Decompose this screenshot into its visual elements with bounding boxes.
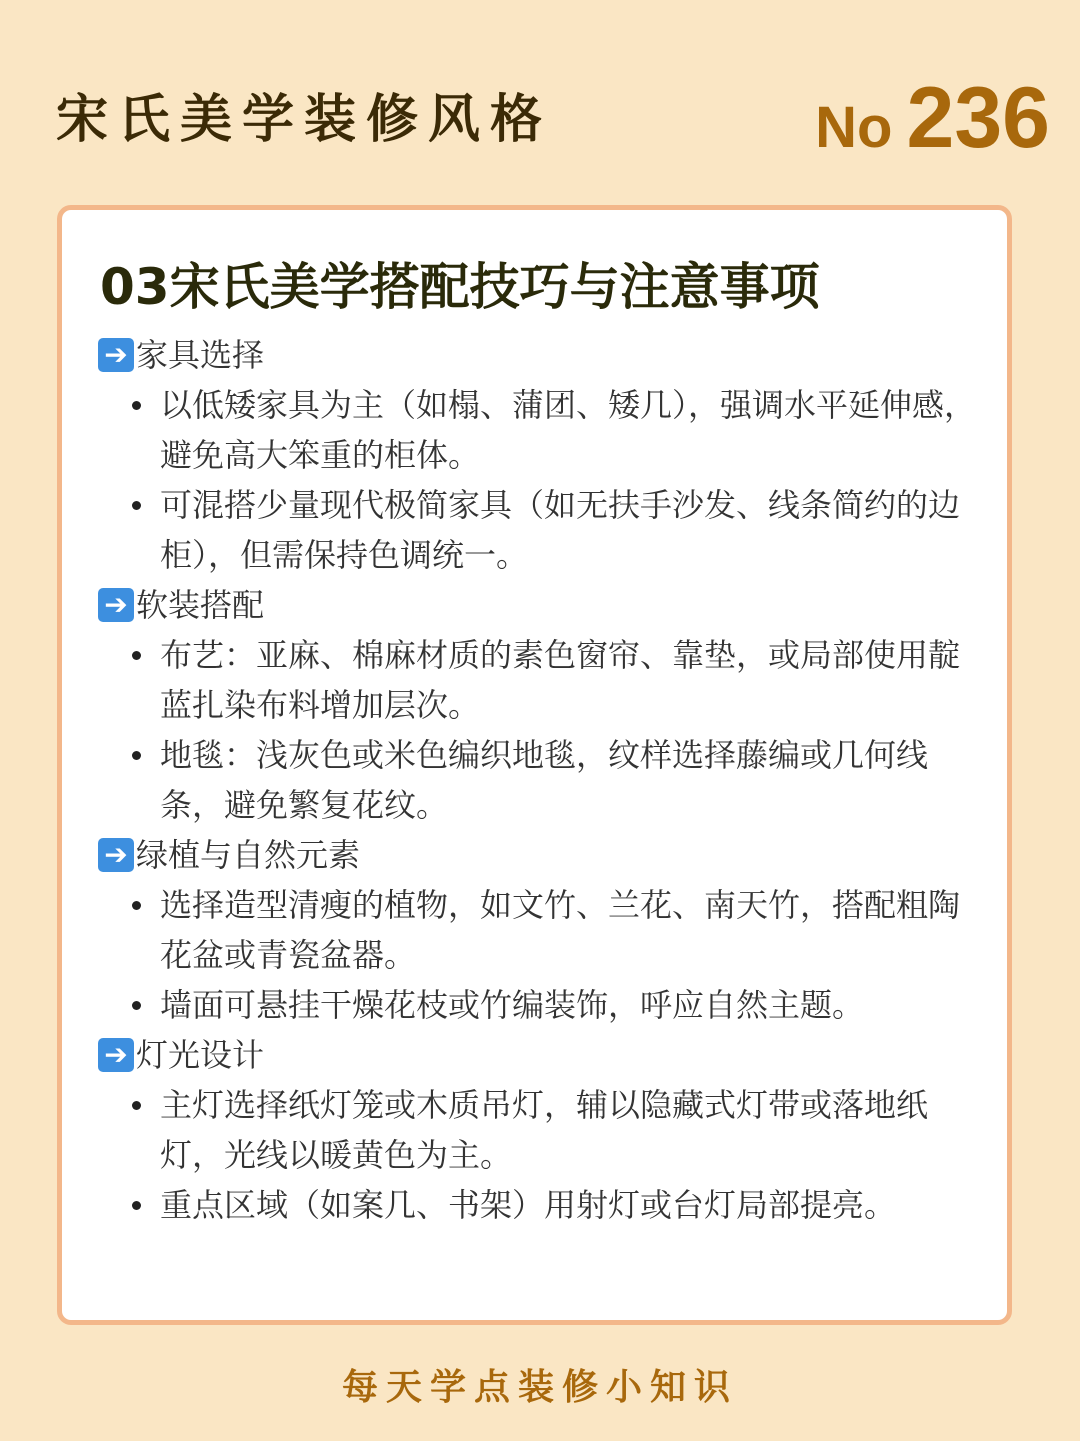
list-item: 地毯：浅灰色或米色编织地毯，纹样选择藤编或几何线条，避免繁复花纹。 [98, 730, 988, 830]
issue-value: 236 [906, 70, 1050, 166]
issue-number [815, 72, 1050, 189]
section-heading-label: 灯光设计 [136, 1036, 265, 1074]
footer-tagline: 每天学点装修小知识 [341, 1367, 738, 1408]
bullet-list [98, 630, 988, 830]
list-item: 可混搭少量现代极简家具（如无扶手沙发、线条简约的边柜），但需保持色调统一。 [98, 480, 988, 580]
right-arrow-icon: ➔ [98, 338, 134, 372]
section-heading-label: 软装搭配 [136, 586, 265, 624]
section-furniture [98, 330, 988, 580]
section-soft-furnishing [98, 580, 988, 830]
header [0, 0, 1080, 200]
issue-prefix: No [815, 95, 893, 160]
right-arrow-icon: ➔ [98, 588, 134, 622]
section-plants [98, 830, 988, 1030]
list-item: 选择造型清瘦的植物，如文竹、兰花、南天竹，搭配粗陶花盆或青瓷盆器。 [98, 880, 988, 980]
section-lighting [98, 1030, 988, 1230]
section-heading-label: 绿植与自然元素 [136, 836, 361, 874]
section-heading [98, 580, 988, 630]
card-content [98, 330, 988, 1230]
list-item: 以低矮家具为主（如榻、蒲团、矮几），强调水平延伸感，避免高大笨重的柜体。 [98, 380, 988, 480]
card-title: 03宋氏美学搭配技巧与注意事项 [100, 258, 820, 316]
list-item: 主灯选择纸灯笼或木质吊灯，辅以隐藏式灯带或落地纸灯，光线以暖黄色为主。 [98, 1080, 988, 1180]
section-heading [98, 830, 988, 880]
bullet-list [98, 380, 988, 580]
list-item: 布艺：亚麻、棉麻材质的素色窗帘、靠垫，或局部使用靛蓝扎染布料增加层次。 [98, 630, 988, 730]
bullet-list [98, 880, 988, 1030]
bullet-list [98, 1080, 988, 1230]
page-title: 宋氏美学装修风格 [56, 90, 553, 150]
right-arrow-icon: ➔ [98, 1038, 134, 1072]
right-arrow-icon: ➔ [98, 838, 134, 872]
list-item: 重点区域（如案几、书架）用射灯或台灯局部提亮。 [98, 1180, 988, 1230]
section-heading-label: 家具选择 [136, 336, 265, 374]
list-item: 墙面可悬挂干燥花枝或竹编装饰，呼应自然主题。 [98, 980, 988, 1030]
content-card [57, 205, 1012, 1325]
section-heading [98, 1030, 988, 1080]
section-heading [98, 330, 988, 380]
